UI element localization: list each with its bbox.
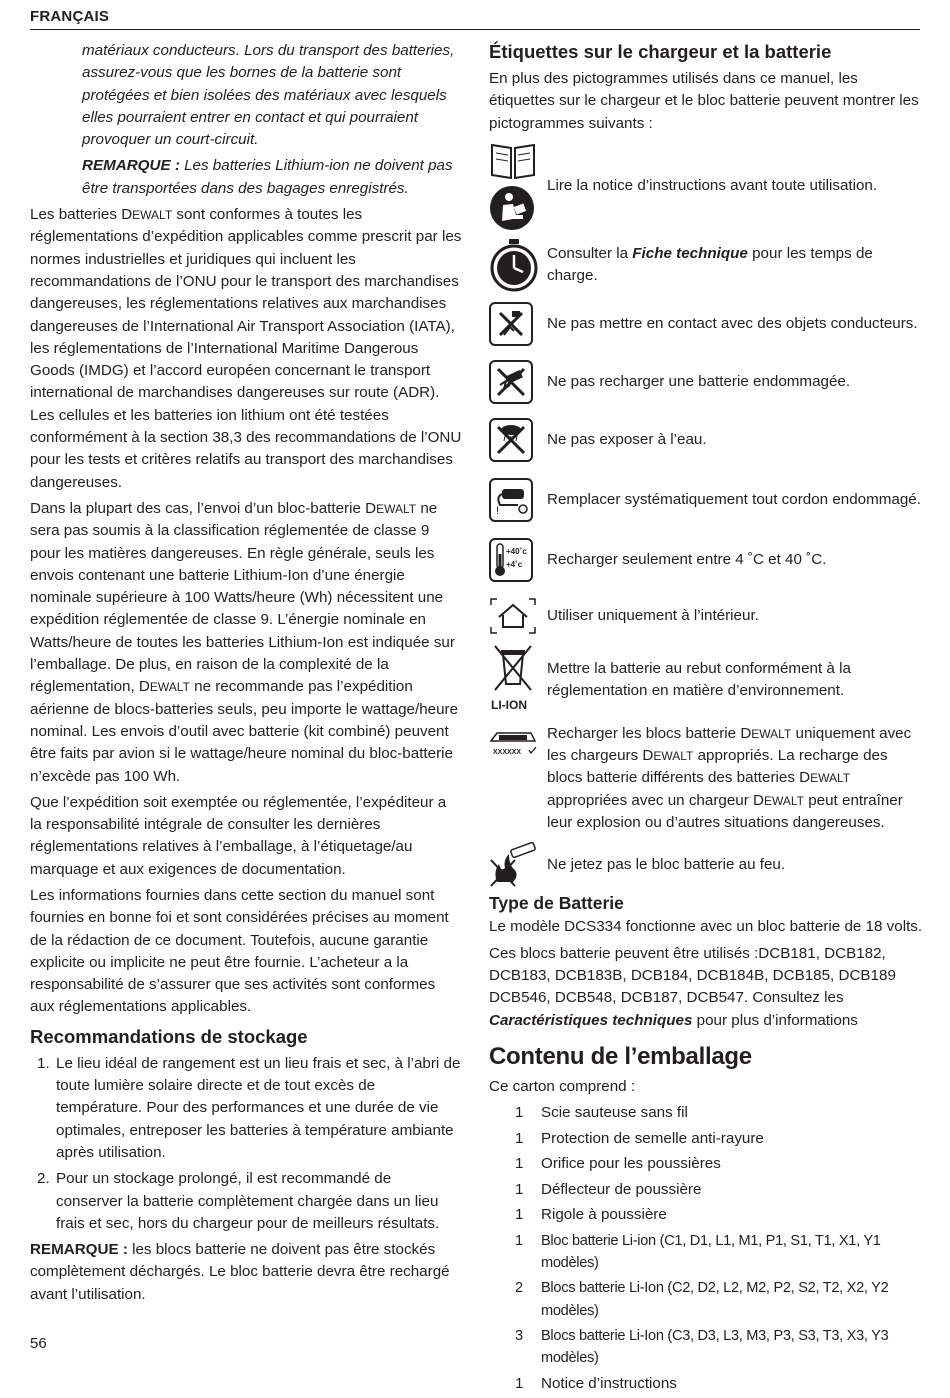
stopwatch-icon xyxy=(489,238,539,292)
pictogram-read-manual xyxy=(489,141,925,231)
charger-icon xyxy=(489,727,539,757)
labels-intro: En plus des pictogrammes utilisés dans ce manuel, les étiquettes sur le chargeur et le bloc batterie peuvent montrer les pictogrammes suivants : xyxy=(489,70,919,132)
pictogram-text: Ne pas mettre en contact avec des objets conducteurs. xyxy=(547,314,918,332)
list-item: 1 Rigole à poussière xyxy=(515,1206,667,1224)
pictogram-cord xyxy=(489,469,925,531)
list-item: 1 Bloc batterie Li-ion (C1, D1, L1, M1, P1, S1, T1, X1, Y1 modèles) xyxy=(515,1232,881,1271)
battery-paragraph-1: Le modèle DCS334 fonctionne avec un bloc batterie de 18 volts. xyxy=(489,918,923,936)
no-water-icon xyxy=(489,418,533,462)
svg-text:!: ! xyxy=(496,504,500,517)
no-fire-icon xyxy=(489,842,539,888)
battery-type-title: Type de Batterie xyxy=(489,893,624,914)
pictogram-text: Lire la notice d’instructions avant toute utilisation. xyxy=(547,176,878,194)
thermometer-icon xyxy=(489,538,533,582)
crossed-bin-icon xyxy=(489,644,537,694)
liion-label: LI-ION xyxy=(491,697,527,712)
storage-note: REMARQUE : les blocs batterie ne doivent pas être stockés complètement déchargés. Le bloc batterie devra être rechargé avant l’utilisation. xyxy=(30,1241,450,1303)
labels-title: Étiquettes sur le chargeur et la batterie xyxy=(489,41,832,62)
pictogram-text: Recharger les blocs batterie DEWALT uniquement avec les chargeurs DEWALT appropriés. La recharge des blocs batterie différents des batteries DEWALT appropriées avec un chargeur DEWALT peut entraîner leur explosion ou d’autres situations dangereuses. xyxy=(547,724,912,832)
storage-list xyxy=(30,1053,462,1235)
pictogram-text: Remplacer systématiquement tout cordon endommagé. xyxy=(547,490,921,508)
contents-list xyxy=(489,1102,925,1395)
pictogram-text: Ne pas exposer à l’eau. xyxy=(547,430,707,448)
pictogram-text: Mettre la batterie au rebut conformément à la réglementation en matière d’environnement. xyxy=(547,659,851,699)
header-rule xyxy=(30,29,920,30)
list-item: 2 Blocs batterie Li-Ion (C2, D2, L2, M2, P2, S2, T2, X2, Y2 modèles) xyxy=(515,1280,889,1319)
page-number: 56 xyxy=(30,1335,47,1352)
contents-intro: Ce carton comprend : xyxy=(489,1077,636,1095)
read-instructions-icon xyxy=(489,185,535,231)
pictogram-recycle xyxy=(489,643,925,717)
pictogram-text: Ne pas recharger une batterie endommagée. xyxy=(547,372,851,390)
no-damaged-battery-icon xyxy=(489,360,533,404)
shipping-paragraph-1: Les batteries DEWALT sont conformes à toutes les réglementations d’expédition applicables comme prescrit par les normes industrielles et juridiques qui incluent les recommandations de l’ONU pour le transport des marchandises dangereuses, les réglementations relatives aux marchandises dangereuses de l’International Air Transport Association (IATA), les réglementations de l’International Maritime Dangerous Goods (IMDG) et l’accord européen concernant le transport international de marchandises dangereuses sur route (ADR). Les cellules et les batteries ion lithium ont été testées conformément à la section 38,3 des recommandations de l’ONU pour les tests et critères relatifs au transport des marchandises dangereuses. xyxy=(30,206,462,491)
pictogram-text: Recharger seulement entre 4 ˚C et 40 ˚C. xyxy=(547,550,827,568)
charger-code: XXXXXX xyxy=(493,748,522,756)
battery-paragraph-2: Ces blocs batterie peuvent être utilisés :DCB181, DCB182, DCB183, DCB183B, DCB184, DCB184B, DCB185, DCB189 DCB546, DCB548, DCB187, DCB547. Consultez les Caractéristiques techniques pour plus d’informations xyxy=(489,944,896,1029)
no-conductive-objects-icon xyxy=(489,302,533,346)
pictogram-water xyxy=(489,411,925,469)
list-item: 1 Scie sauteuse sans fil xyxy=(515,1104,688,1122)
temp-max-label: +40˚c xyxy=(506,546,527,556)
pictogram-text: Consulter la Fiche technique pour les temps de charge. xyxy=(547,244,873,284)
list-item: 1 Notice d’instructions xyxy=(515,1374,677,1392)
shipping-paragraph-4: Les informations fournies dans cette section du manuel sont fournies en bonne foi et sont considérées précises au moment de la rédaction de ce document. Toutefois, aucune garantie explicite ou implicite ne peut être fournie. L’acheteur a la responsabilité de s’assurer que ses activités sont conformes aux réglementations applicables. xyxy=(30,886,449,1016)
transport-note xyxy=(30,155,462,200)
brand: DEWALT xyxy=(365,499,417,517)
language-header: FRANÇAIS xyxy=(30,8,110,25)
pictogram-text: Utiliser uniquement à l’intérieur. xyxy=(547,606,759,624)
book-icon xyxy=(489,141,537,181)
shipping-paragraph-2: Dans la plupart des cas, l’envoi d’un bloc-batterie DEWALT ne sera pas soumis à la classification réglementée de classe 9 pour les matières dangereuses. En règle générale, seuls les envois contenant une batterie Lithium-Ion d’une énergie nominale supérieure à 100 Watts/heure (Wh) nécessitent une expédition réglementée de classe 9. L’énergie nominale en Watts/heure de toutes les batteries Lithium-Ion est indiquée sur l’emballage. De plus, en raison de la complexité de la réglementation, DEWALT ne recommande pas l’expédition aérienne de blocs-batteries seuls, peu importe le wattage/heure nominal. Les envois d’outil avec batterie (kit combiné) peuvent être faits par avion si le wattage/heure nominal du bloc-batterie n’excède pas 100 Wh. xyxy=(30,499,459,785)
list-item: 3 Blocs batterie Li-Ion (C3, D3, L3, M3, P3, S3, T3, X3, Y3 modèles) xyxy=(515,1328,889,1367)
list-item: 1 Orifice pour les poussières xyxy=(515,1155,721,1173)
list-item: 1 Protection de semelle anti-rayure xyxy=(515,1129,764,1147)
pictogram-charge-time xyxy=(489,235,925,295)
list-item: 1 Déflecteur de poussière xyxy=(515,1180,702,1198)
list-item: 1. Le lieu idéal de rangement est un lieu frais et sec, à l’abri de toute lumière solaire directe et de tout excès de température. Pour des performances et une durée de vie optimales, entreposer les batteries à température ambiante après utilisation. xyxy=(37,1054,461,1161)
list-item: 2. Pour un stockage prolongé, il est recommandé de conserver la batterie complètement chargée dans un lieu frais et sec, hors du chargeur pour de meilleurs résultats. xyxy=(37,1170,440,1232)
contents-title: Contenu de l’emballage xyxy=(489,1042,752,1070)
pictogram-text: Ne jetez pas le bloc batterie au feu. xyxy=(547,856,786,874)
brand: DEWALT xyxy=(138,678,190,696)
brand: DEWALT xyxy=(121,206,173,224)
damaged-cord-icon xyxy=(489,478,533,522)
shipping-paragraph-3: Que l’expédition soit exemptée ou réglementée, l’expéditeur a la responsabilité intégrale de consulter les dernières réglementations relatives à l’emballage, à l’étiquetage/au marquage et aux exigences de documentation. xyxy=(30,793,447,878)
temp-min-label: +4˚c xyxy=(506,559,523,569)
pictogram-charger xyxy=(489,723,925,834)
storage-title: Recommandations de stockage xyxy=(30,1025,308,1047)
pictogram-temperature xyxy=(489,531,925,589)
right-column xyxy=(489,40,925,1398)
indoor-house-icon xyxy=(489,597,537,635)
pictogram-fire xyxy=(489,840,925,890)
pictogram-conductive xyxy=(489,295,925,353)
note-text: Les batteries Lithium-ion ne doivent pas être transportées dans des bagages enregistrés. xyxy=(82,157,453,197)
left-column xyxy=(30,40,462,1310)
pictogram-damaged xyxy=(489,353,925,411)
pictogram-indoor xyxy=(489,589,925,643)
note-label: REMARQUE : xyxy=(82,157,180,175)
transport-intro: matériaux conducteurs. Lors du transport des batteries, assurez-vous que les bornes de la batterie sont protégées et bien isolées des matériaux avec lesquels elles pourraient entrer en contact et qui pourraient provoquer un court-circuit. xyxy=(82,42,455,149)
